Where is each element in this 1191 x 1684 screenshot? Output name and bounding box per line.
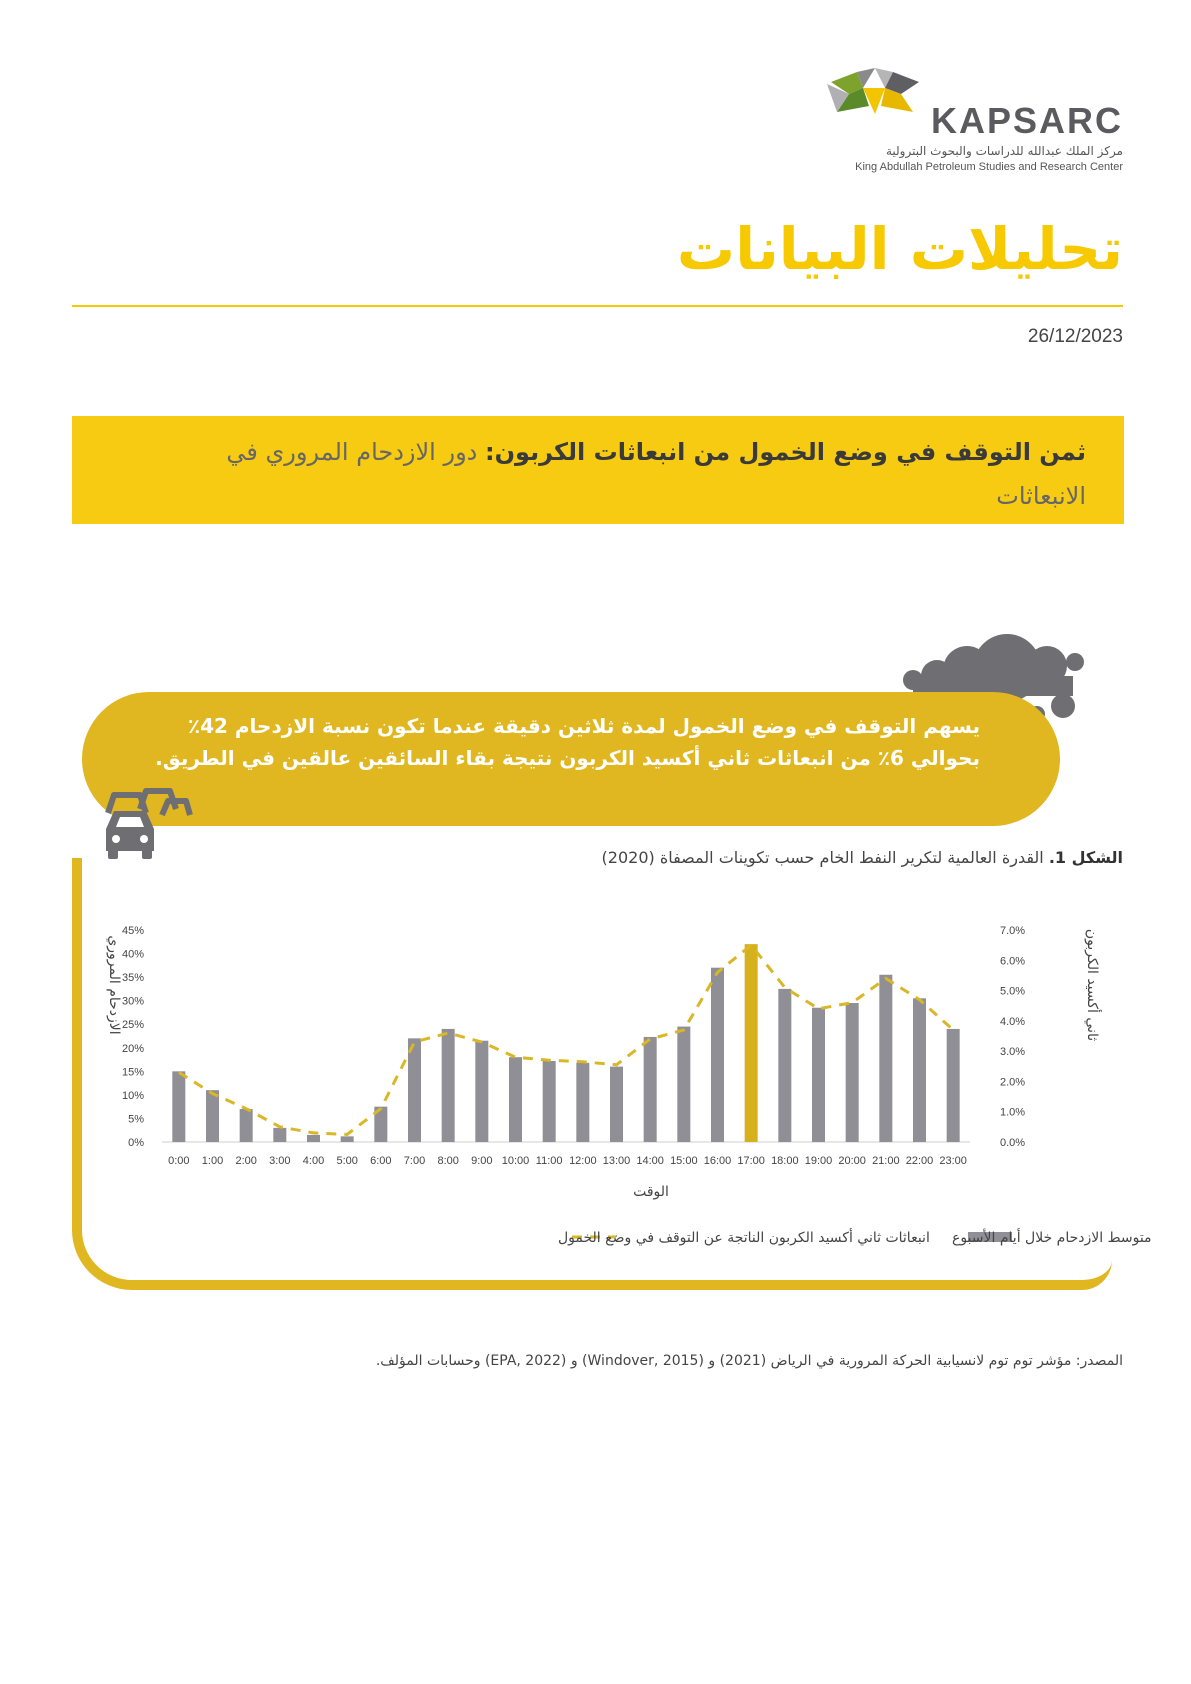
x-tick-label: 15:00 [670,1155,698,1167]
bar-23:00 [947,1029,960,1142]
figure-caption [602,848,1123,867]
bar-17:00 [745,944,758,1142]
emissions-line-group [179,945,953,1134]
left-tick-label: 15% [121,1066,144,1079]
left-tick-label: 0% [128,1137,144,1149]
bar-13:00 [610,1067,623,1142]
headline-text [186,430,1086,518]
x-axis-ticks [168,1155,967,1167]
congestion-emissions-chart [100,880,1152,1260]
left-tick-label: 35% [121,972,144,985]
x-axis-label: الوقت [633,1184,669,1200]
legend-bar-label: متوسط الازدحام خلال أيام الأسبوع [952,1230,1152,1246]
right-axis-ticks [1000,925,1025,1149]
logo-arabic-name: مركز الملك عبدالله للدراسات والبحوث البترولية [885,144,1123,158]
key-finding-callout [82,692,1060,826]
x-tick-label: 18:00 [771,1155,799,1167]
bar-10:00 [509,1057,522,1142]
legend-line-label: انبعاثات ثاني أكسيد الكربون الناتجة عن التوقف في وضع الخمول [558,1230,930,1246]
bar-3:00 [273,1128,286,1142]
x-tick-label: 3:00 [269,1155,291,1167]
bar-11:00 [543,1061,556,1142]
right-tick-label: 3.0% [1000,1046,1026,1059]
x-tick-label: 23:00 [939,1155,967,1167]
bar-5:00 [341,1136,354,1142]
x-tick-label: 21:00 [872,1155,900,1167]
bar-19:00 [812,1008,825,1142]
x-tick-label: 9:00 [471,1155,493,1167]
x-tick-label: 0:00 [168,1155,190,1167]
emissions-line [179,945,953,1134]
kapsarc-emblem-icon [823,66,927,122]
bar-22:00 [913,998,926,1142]
bar-2:00 [240,1109,253,1142]
left-tick-label: 5% [128,1113,144,1126]
right-tick-label: 1.0% [1000,1106,1026,1119]
x-tick-label: 19:00 [804,1155,833,1167]
x-tick-label: 8:00 [437,1155,459,1167]
headline-banner [72,416,1124,524]
x-tick-label: 6:00 [370,1155,392,1167]
x-tick-label: 22:00 [905,1155,934,1167]
x-tick-label: 11:00 [535,1155,563,1167]
right-tick-label: 4.0% [1000,1015,1026,1028]
left-tick-label: 20% [121,1042,144,1055]
bar-9:00 [475,1041,488,1142]
bar-15:00 [677,1027,690,1142]
bar-14:00 [644,1037,657,1142]
x-tick-label: 10:00 [501,1155,530,1167]
key-finding-text: يسهم التوقف في وضع الخمول لمدة ثلاثين دقيقة عندما تكون نسبة الازدحام 42٪ بحوالي 6٪ من انبعاثات ثاني أكسيد الكربون نتيجة بقاء السائقين عالقين في الطريق. [155,714,980,770]
page-title: تحليلات البيانات [676,215,1123,283]
left-tick-label: 40% [121,948,144,961]
bar-0:00 [172,1071,185,1142]
logo-wordmark: KAPSARC [930,100,1123,141]
right-tick-label: 2.0% [1000,1076,1026,1089]
bar-21:00 [879,975,892,1142]
bar-18:00 [778,989,791,1142]
x-tick-label: 7:00 [403,1155,426,1167]
x-tick-label: 5:00 [336,1155,358,1167]
logo-english-name: King Abdullah Petroleum Studies and Research Center [855,161,1123,173]
x-tick-label: 12:00 [569,1155,597,1167]
traffic-cars-icon [100,785,192,861]
bar-7:00 [408,1038,421,1142]
left-tick-label: 25% [121,1019,144,1032]
bar-8:00 [442,1029,455,1142]
x-tick-label: 16:00 [703,1155,732,1167]
bar-20:00 [846,1003,859,1142]
right-tick-label: 0.0% [1000,1137,1026,1149]
bar-16:00 [711,968,724,1142]
x-tick-label: 4:00 [302,1155,325,1167]
x-tick-label: 13:00 [602,1155,631,1167]
right-tick-label: 6.0% [1000,955,1026,968]
left-tick-label: 45% [121,925,144,937]
headline-bold: ثمن التوقف في وضع الخمول من انبعاثات الكربون: [484,438,1086,466]
figure-caption-text: القدرة العالمية لتكرير النفط الخام حسب تكوينات المصفاة (2020) [601,848,1049,867]
x-tick-label: 2:00 [235,1155,257,1167]
title-divider [72,305,1123,307]
left-axis-label: الازدحام المروري [106,935,122,1035]
right-tick-label: 7.0% [1000,925,1026,937]
right-axis-label: ثاني أكسيد الكربون [1084,928,1100,1042]
publication-date: 26/12/2023 [1027,326,1123,347]
source-note: المصدر: مؤشر توم توم لانسيابية الحركة المرورية في الرياض (2021) و (Windover, 2015) و (EPA, 2022) وحسابات المؤلف. [375,1353,1123,1369]
bar-12:00 [576,1063,589,1142]
x-tick-label: 1:00 [201,1155,224,1167]
x-tick-label: 20:00 [838,1155,866,1167]
left-tick-label: 10% [121,1089,144,1102]
right-tick-label: 5.0% [1000,985,1026,998]
figure-label: الشكل 1. [1048,848,1123,867]
bar-1:00 [206,1090,219,1142]
x-tick-label: 17:00 [737,1155,765,1167]
kapsarc-logo [823,66,1123,176]
headline-rest: دور الازدحام المروري في الانبعاثات [226,438,1086,510]
congestion-bars [172,944,959,1142]
left-axis-ticks [122,925,144,1149]
bar-4:00 [307,1135,320,1142]
left-tick-label: 30% [121,995,144,1008]
x-tick-label: 14:00 [636,1155,664,1167]
